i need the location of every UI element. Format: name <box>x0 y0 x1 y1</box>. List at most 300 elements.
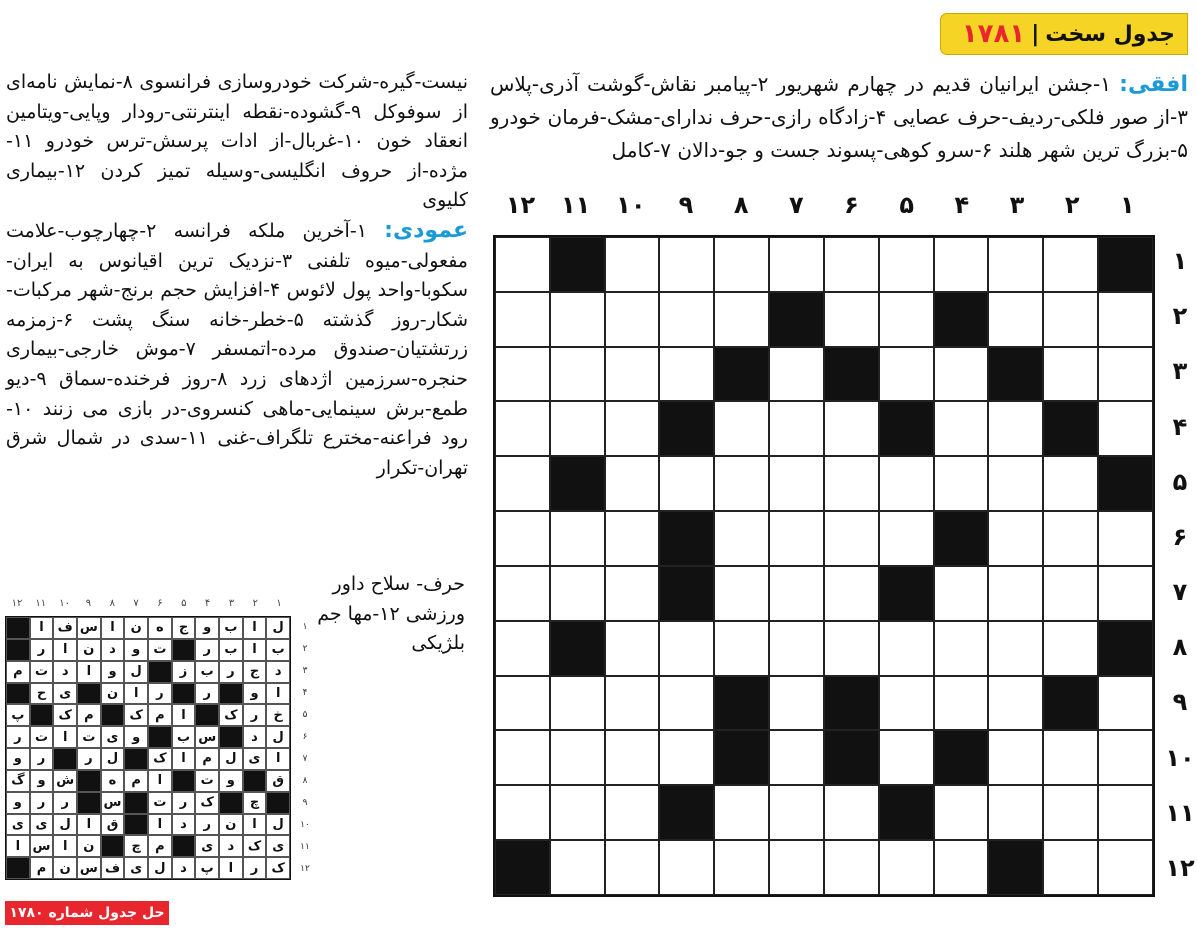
grid-block-cell <box>714 347 769 402</box>
crossword-grid <box>493 235 1155 897</box>
grid-cell[interactable] <box>824 237 879 292</box>
solution-cell: ی <box>243 748 267 770</box>
solution-block-cell <box>219 792 243 814</box>
grid-cell[interactable] <box>988 621 1043 676</box>
grid-cell[interactable] <box>714 456 769 511</box>
grid-cell[interactable] <box>605 347 660 402</box>
solution-block-cell <box>6 639 30 661</box>
solution-cell: ت <box>148 792 172 814</box>
grid-cell[interactable] <box>605 456 660 511</box>
solution-cell: چ <box>124 835 148 857</box>
solution-block-cell <box>30 704 54 726</box>
solution-cell: ی <box>6 814 30 836</box>
solution-cell: س <box>101 792 125 814</box>
grid-cell[interactable] <box>714 511 769 566</box>
solution-cell: و <box>124 639 148 661</box>
solution-row-number: ۸ <box>302 776 308 786</box>
grid-block-cell <box>1098 456 1153 511</box>
grid-cell[interactable] <box>1098 566 1153 621</box>
grid-block-cell <box>879 785 934 840</box>
solution-label: حل جدول شماره ۱۷۸۰ <box>5 901 169 925</box>
solution-column-number: ۴ <box>204 598 211 609</box>
grid-cell[interactable] <box>659 840 714 895</box>
grid-cell[interactable] <box>879 511 934 566</box>
grid-cell[interactable] <box>1098 292 1153 347</box>
grid-cell[interactable] <box>824 566 879 621</box>
grid-cell[interactable] <box>550 676 605 731</box>
grid-cell[interactable] <box>879 456 934 511</box>
grid-cell[interactable] <box>605 401 660 456</box>
solution-cell: ل <box>219 748 243 770</box>
solution-cell: ا <box>266 683 290 705</box>
grid-block-cell <box>1098 237 1153 292</box>
solution-cell: و <box>219 770 243 792</box>
row-number: ۱۰ <box>1165 743 1195 772</box>
solution-column-number: ۶ <box>157 598 163 609</box>
grid-cell[interactable] <box>769 785 824 840</box>
solution-cell: ل <box>266 726 290 748</box>
solution-cell: ا <box>172 748 196 770</box>
solution-cell: ر <box>195 814 219 836</box>
grid-cell[interactable] <box>550 785 605 840</box>
solution-cell: ک <box>195 792 219 814</box>
solution-row-number: ۱۲ <box>300 864 310 874</box>
grid-cell[interactable] <box>769 456 824 511</box>
grid-block-cell <box>824 730 879 785</box>
grid-block-cell <box>988 840 1043 895</box>
solution-cell: ا <box>53 835 77 857</box>
grid-cell[interactable] <box>1043 237 1098 292</box>
column-number: ۷ <box>789 191 804 219</box>
grid-cell[interactable] <box>879 621 934 676</box>
grid-cell[interactable] <box>824 621 879 676</box>
column-number: ۶ <box>844 191 859 219</box>
grid-cell[interactable] <box>988 566 1043 621</box>
solution-block-cell <box>172 683 196 705</box>
solution-cell: ر <box>219 661 243 683</box>
solution-cell: ک <box>219 704 243 726</box>
grid-cell[interactable] <box>934 347 989 402</box>
column-number: ۹ <box>678 191 694 219</box>
grid-cell[interactable] <box>550 511 605 566</box>
grid-cell[interactable] <box>1098 785 1153 840</box>
grid-cell[interactable] <box>934 621 989 676</box>
solution-cell: ش <box>53 770 77 792</box>
horizontal-label: افقی: <box>1119 72 1188 97</box>
solution-cell: ف <box>101 857 125 879</box>
solution-block-cell <box>77 792 101 814</box>
grid-cell[interactable] <box>988 511 1043 566</box>
column-number: ۲ <box>1064 191 1080 219</box>
solution-cell: د <box>172 814 196 836</box>
grid-cell[interactable] <box>879 840 934 895</box>
solution-cell: م <box>30 857 54 879</box>
grid-cell[interactable] <box>769 401 824 456</box>
solution-cell: ل <box>266 814 290 836</box>
solution-cell: و <box>101 661 125 683</box>
solution-cell: ن <box>77 639 101 661</box>
solution-cell: ب <box>219 617 243 639</box>
solution-cell: و <box>124 726 148 748</box>
column-number: ۱۰ <box>616 191 646 219</box>
column-number: ۱۱ <box>561 191 591 219</box>
grid-cell[interactable] <box>769 566 824 621</box>
puzzle-header <box>940 13 1188 55</box>
grid-cell[interactable] <box>495 237 550 292</box>
grid-cell[interactable] <box>495 511 550 566</box>
grid-cell[interactable] <box>988 785 1043 840</box>
row-number: ۶ <box>1172 522 1188 551</box>
solution-cell: م <box>77 704 101 726</box>
solution-cell: ف <box>53 617 77 639</box>
grid-cell[interactable] <box>879 237 934 292</box>
solution-cell: خ <box>266 704 290 726</box>
solution-block-cell <box>101 835 125 857</box>
grid-cell[interactable] <box>550 566 605 621</box>
grid-cell[interactable] <box>824 292 879 347</box>
solution-cell: ر <box>195 683 219 705</box>
horizontal-clues <box>490 68 1188 167</box>
solution-cell: ن <box>53 857 77 879</box>
solution-cell: ت <box>30 726 54 748</box>
solution-column-number: ۹ <box>85 598 92 609</box>
solution-column-number: ۳ <box>228 598 235 609</box>
grid-block-cell <box>934 292 989 347</box>
grid-cell[interactable] <box>934 401 989 456</box>
grid-cell[interactable] <box>495 456 550 511</box>
row-number: ۱۱ <box>1165 798 1195 827</box>
solution-column-number: ۱۰ <box>59 598 70 609</box>
solution-row-number: ۶ <box>302 732 308 742</box>
solution-cell: پ <box>195 857 219 879</box>
grid-block-cell <box>934 511 989 566</box>
solution-row-number: ۹ <box>302 798 308 808</box>
grid-cell[interactable] <box>1043 292 1098 347</box>
grid-cell[interactable] <box>605 676 660 731</box>
grid-cell[interactable] <box>659 237 714 292</box>
grid-cell[interactable] <box>495 730 550 785</box>
grid-cell[interactable] <box>1043 621 1098 676</box>
solution-cell: م <box>124 770 148 792</box>
grid-cell[interactable] <box>1098 676 1153 731</box>
solution-cell: ی <box>266 835 290 857</box>
grid-cell[interactable] <box>495 785 550 840</box>
grid-block-cell <box>988 347 1043 402</box>
grid-block-cell <box>714 676 769 731</box>
solution-cell: ا <box>243 814 267 836</box>
grid-cell[interactable] <box>605 840 660 895</box>
solution-cell: ی <box>53 683 77 705</box>
vertical-label: عمودی: <box>384 217 468 243</box>
grid-cell[interactable] <box>495 676 550 731</box>
grid-cell[interactable] <box>550 347 605 402</box>
grid-cell[interactable] <box>714 566 769 621</box>
solution-cell: و <box>6 792 30 814</box>
solution-block-cell <box>172 770 196 792</box>
grid-cell[interactable] <box>879 292 934 347</box>
grid-cell[interactable] <box>769 621 824 676</box>
row-number: ۲ <box>1172 302 1188 331</box>
grid-cell[interactable] <box>605 621 660 676</box>
solution-cell: و <box>195 617 219 639</box>
solution-block-cell <box>195 704 219 726</box>
solution-cell: چ <box>243 792 267 814</box>
grid-cell[interactable] <box>714 401 769 456</box>
solution-cell: ر <box>172 792 196 814</box>
grid-cell[interactable] <box>879 730 934 785</box>
grid-cell[interactable] <box>769 237 824 292</box>
solution-column-number: ۱۱ <box>35 598 47 609</box>
grid-cell[interactable] <box>769 676 824 731</box>
solution-cell: ر <box>243 704 267 726</box>
solution-cell: د <box>219 835 243 857</box>
grid-cell[interactable] <box>1098 401 1153 456</box>
solution-cell: ر <box>195 639 219 661</box>
grid-cell[interactable] <box>879 676 934 731</box>
grid-cell[interactable] <box>824 401 879 456</box>
grid-cell[interactable] <box>824 840 879 895</box>
solution-cell: ک <box>266 857 290 879</box>
grid-cell[interactable] <box>714 621 769 676</box>
grid-cell[interactable] <box>1098 840 1153 895</box>
solution-cell: ی <box>124 857 148 879</box>
grid-cell[interactable] <box>714 785 769 840</box>
grid-cell[interactable] <box>934 456 989 511</box>
grid-cell[interactable] <box>934 566 989 621</box>
grid-cell[interactable] <box>495 292 550 347</box>
grid-cell[interactable] <box>988 676 1043 731</box>
solution-cell: ه <box>101 770 125 792</box>
grid-cell[interactable] <box>550 840 605 895</box>
vertical-clues-remainder: حرف- سلاح داور ورزشی ۱۲-مها جم بلژیکی <box>317 573 465 655</box>
solution-cell: ج <box>172 617 196 639</box>
solution-block-cell <box>6 617 30 639</box>
grid-cell[interactable] <box>550 401 605 456</box>
solution-block-cell <box>77 683 101 705</box>
solution-cell: ا <box>243 617 267 639</box>
solution-cell: م <box>148 704 172 726</box>
grid-cell[interactable] <box>714 292 769 347</box>
solution-column-number: ۱۲ <box>11 598 23 609</box>
row-number: ۸ <box>1172 633 1188 662</box>
grid-block-cell <box>550 621 605 676</box>
solution-cell: ن <box>101 683 125 705</box>
solution-cell: و <box>30 770 54 792</box>
row-number: ۴ <box>1172 412 1188 441</box>
column-number: ۱۲ <box>505 191 536 219</box>
solution-cell: و <box>243 683 267 705</box>
grid-cell[interactable] <box>605 566 660 621</box>
solution-cell: ه <box>148 617 172 639</box>
solution-cell: ر <box>77 748 101 770</box>
grid-cell[interactable] <box>934 237 989 292</box>
grid-cell[interactable] <box>714 840 769 895</box>
solution-column-numbers <box>5 598 291 612</box>
grid-block-cell <box>824 347 879 402</box>
column-number: ۸ <box>733 191 749 219</box>
solution-cell: ا <box>243 639 267 661</box>
grid-cell[interactable] <box>1043 511 1098 566</box>
grid-cell[interactable] <box>1098 347 1153 402</box>
solution-block-cell <box>6 683 30 705</box>
solution-block-cell <box>172 835 196 857</box>
grid-cell[interactable] <box>1043 785 1098 840</box>
clues-column-left <box>6 68 468 483</box>
solution-cell: ا <box>77 661 101 683</box>
solution-cell: ح <box>30 683 54 705</box>
grid-cell[interactable] <box>769 730 824 785</box>
column-number: ۴ <box>954 191 970 219</box>
solution-cell: گ <box>6 770 30 792</box>
grid-cell[interactable] <box>605 785 660 840</box>
solution-block-cell <box>124 792 148 814</box>
row-number: ۳ <box>1172 357 1188 386</box>
solution-cell: د <box>101 639 125 661</box>
grid-cell[interactable] <box>769 840 824 895</box>
solution-cell: م <box>148 835 172 857</box>
grid-cell[interactable] <box>659 621 714 676</box>
grid-cell[interactable] <box>769 347 824 402</box>
solution-cell: ب <box>219 639 243 661</box>
grid-cell[interactable] <box>988 456 1043 511</box>
grid-cell[interactable] <box>659 347 714 402</box>
solution-block-cell <box>124 814 148 836</box>
solution-cell: ل <box>266 617 290 639</box>
solution-block-cell <box>148 661 172 683</box>
grid-cell[interactable] <box>605 511 660 566</box>
grid-cell[interactable] <box>659 456 714 511</box>
solution-cell: س <box>195 726 219 748</box>
grid-cell[interactable] <box>659 292 714 347</box>
solution-block-cell <box>219 726 243 748</box>
grid-block-cell <box>550 456 605 511</box>
solution-cell: ر <box>53 792 77 814</box>
solution-cell: و <box>6 748 30 770</box>
solution-column-number: ۷ <box>133 598 139 609</box>
grid-block-cell <box>659 511 714 566</box>
row-number: ۵ <box>1172 467 1188 496</box>
puzzle-title: جدول سخت <box>1045 21 1175 47</box>
solution-cell: ل <box>148 857 172 879</box>
solution-cell: ا <box>219 857 243 879</box>
horizontal-clues-continued: نیست-گیره-شرکت خودروسازی فرانسوی ۸-نمایش نامه‌ای از سوفوکل ۹-گشوده-نقطه اینترنتی-رودار وپایی-ویتامین انعقاد خون ۱۰-غربال-از ادات پرسش-ترس خودرو ۱۱-مژده-از حروف انگلیسی-وسیله تمیز کردن ۱۲-بیماری کلیوی <box>6 71 469 212</box>
grid-cell[interactable] <box>605 292 660 347</box>
solution-cell: ب <box>172 726 196 748</box>
grid-cell[interactable] <box>934 840 989 895</box>
solution-row-number: ۵ <box>302 710 308 720</box>
grid-cell[interactable] <box>550 730 605 785</box>
solution-row-numbers <box>296 616 314 880</box>
solution-cell: ر <box>30 748 54 770</box>
solution-cell: پ <box>6 704 30 726</box>
grid-cell[interactable] <box>714 237 769 292</box>
solution-block-cell <box>53 748 77 770</box>
grid-cell[interactable] <box>495 566 550 621</box>
solution-cell: ک <box>53 704 77 726</box>
solution-cell: ب <box>266 639 290 661</box>
solution-cell: ت <box>195 770 219 792</box>
grid-cell[interactable] <box>495 347 550 402</box>
grid-cell[interactable] <box>1043 840 1098 895</box>
grid-cell[interactable] <box>659 730 714 785</box>
grid-cell[interactable] <box>605 730 660 785</box>
grid-cell[interactable] <box>824 456 879 511</box>
grid-cell[interactable] <box>1043 456 1098 511</box>
grid-cell[interactable] <box>824 785 879 840</box>
solution-cell: ی <box>30 814 54 836</box>
grid-cell[interactable] <box>879 347 934 402</box>
solution-column-number: ۱ <box>276 598 282 609</box>
grid-block-cell <box>1043 676 1098 731</box>
solution-cell: ز <box>172 661 196 683</box>
grid-cell[interactable] <box>1098 730 1153 785</box>
row-number: ۱۲ <box>1165 853 1195 882</box>
solution-cell: س <box>77 857 101 879</box>
grid-cell[interactable] <box>659 676 714 731</box>
solution-row-number: ۴ <box>302 688 308 698</box>
solution-cell: ل <box>124 661 148 683</box>
grid-cell[interactable] <box>769 511 824 566</box>
grid-cell[interactable] <box>934 785 989 840</box>
solution-column-number: ۲ <box>252 598 258 609</box>
grid-block-cell <box>824 676 879 731</box>
grid-cell[interactable] <box>1043 730 1098 785</box>
solution-cell: ا <box>124 683 148 705</box>
grid-cell[interactable] <box>550 292 605 347</box>
grid-cell[interactable] <box>1043 566 1098 621</box>
column-number: ۱ <box>1120 191 1135 219</box>
solution-cell: ا <box>53 639 77 661</box>
grid-cell[interactable] <box>988 401 1043 456</box>
grid-cell[interactable] <box>824 511 879 566</box>
solution-row-number: ۳ <box>302 666 308 676</box>
column-number: ۵ <box>899 191 914 219</box>
row-number: ۹ <box>1172 688 1188 717</box>
grid-cell[interactable] <box>988 730 1043 785</box>
solution-block-cell <box>243 770 267 792</box>
grid-block-cell <box>1043 401 1098 456</box>
solution-grid <box>5 616 291 880</box>
solution-block-cell <box>101 704 125 726</box>
column-number: ۳ <box>1009 191 1025 219</box>
solution-block-cell <box>148 726 172 748</box>
solution-column-number: ۵ <box>181 598 187 609</box>
vertical-clues-text: ۱-آخرین ملکه فرانسه ۲-چهارچوب-علامت مفعولی-میوه تلفنی ۳-نزدیک ترین اقیانوس به ایران-سکوبا-واحد پول لائوس ۴-افزایش حجم برنج-شهر مرکبات-شکار-روز گذشته ۵-خطر-خانه سنگ پشت ۶-زمزمه زرتشتیان-صندوق مرده-اتمسفر ۷-موش خارجی-بیماری حنجره-سرزمین اژدهای زرد ۸-روز فرخنده-سماق ۹-دیو طمع-برش سینمایی-ماهی کنسروی-در بازی می زنند ۱۰-رود فراعنه-مخترع تلگراف-غنی ۱۱-سدی در شمال شرق تهران-تکرار <box>6 219 469 479</box>
grid-cell[interactable] <box>605 237 660 292</box>
puzzle-number: ۱۷۸۱ <box>961 19 1026 49</box>
solution-row-number: ۷ <box>302 754 308 764</box>
grid-cell[interactable] <box>1098 511 1153 566</box>
solution-cell: ا <box>6 835 30 857</box>
grid-cell[interactable] <box>495 621 550 676</box>
solution-cell: د <box>266 661 290 683</box>
solution-cell: ق <box>266 770 290 792</box>
grid-cell[interactable] <box>495 401 550 456</box>
solution-cell: ا <box>148 770 172 792</box>
grid-cell[interactable] <box>988 292 1043 347</box>
solution-cell: ا <box>101 617 125 639</box>
grid-cell[interactable] <box>988 237 1043 292</box>
solution-block-cell <box>77 770 101 792</box>
solution-cell: ا <box>53 726 77 748</box>
row-number: ۷ <box>1172 578 1188 606</box>
grid-block-cell <box>1098 621 1153 676</box>
solution-cell: ا <box>266 748 290 770</box>
grid-cell[interactable] <box>1043 347 1098 402</box>
solution-cell: ک <box>243 835 267 857</box>
grid-cell[interactable] <box>934 676 989 731</box>
solution-cell: ر <box>6 726 30 748</box>
